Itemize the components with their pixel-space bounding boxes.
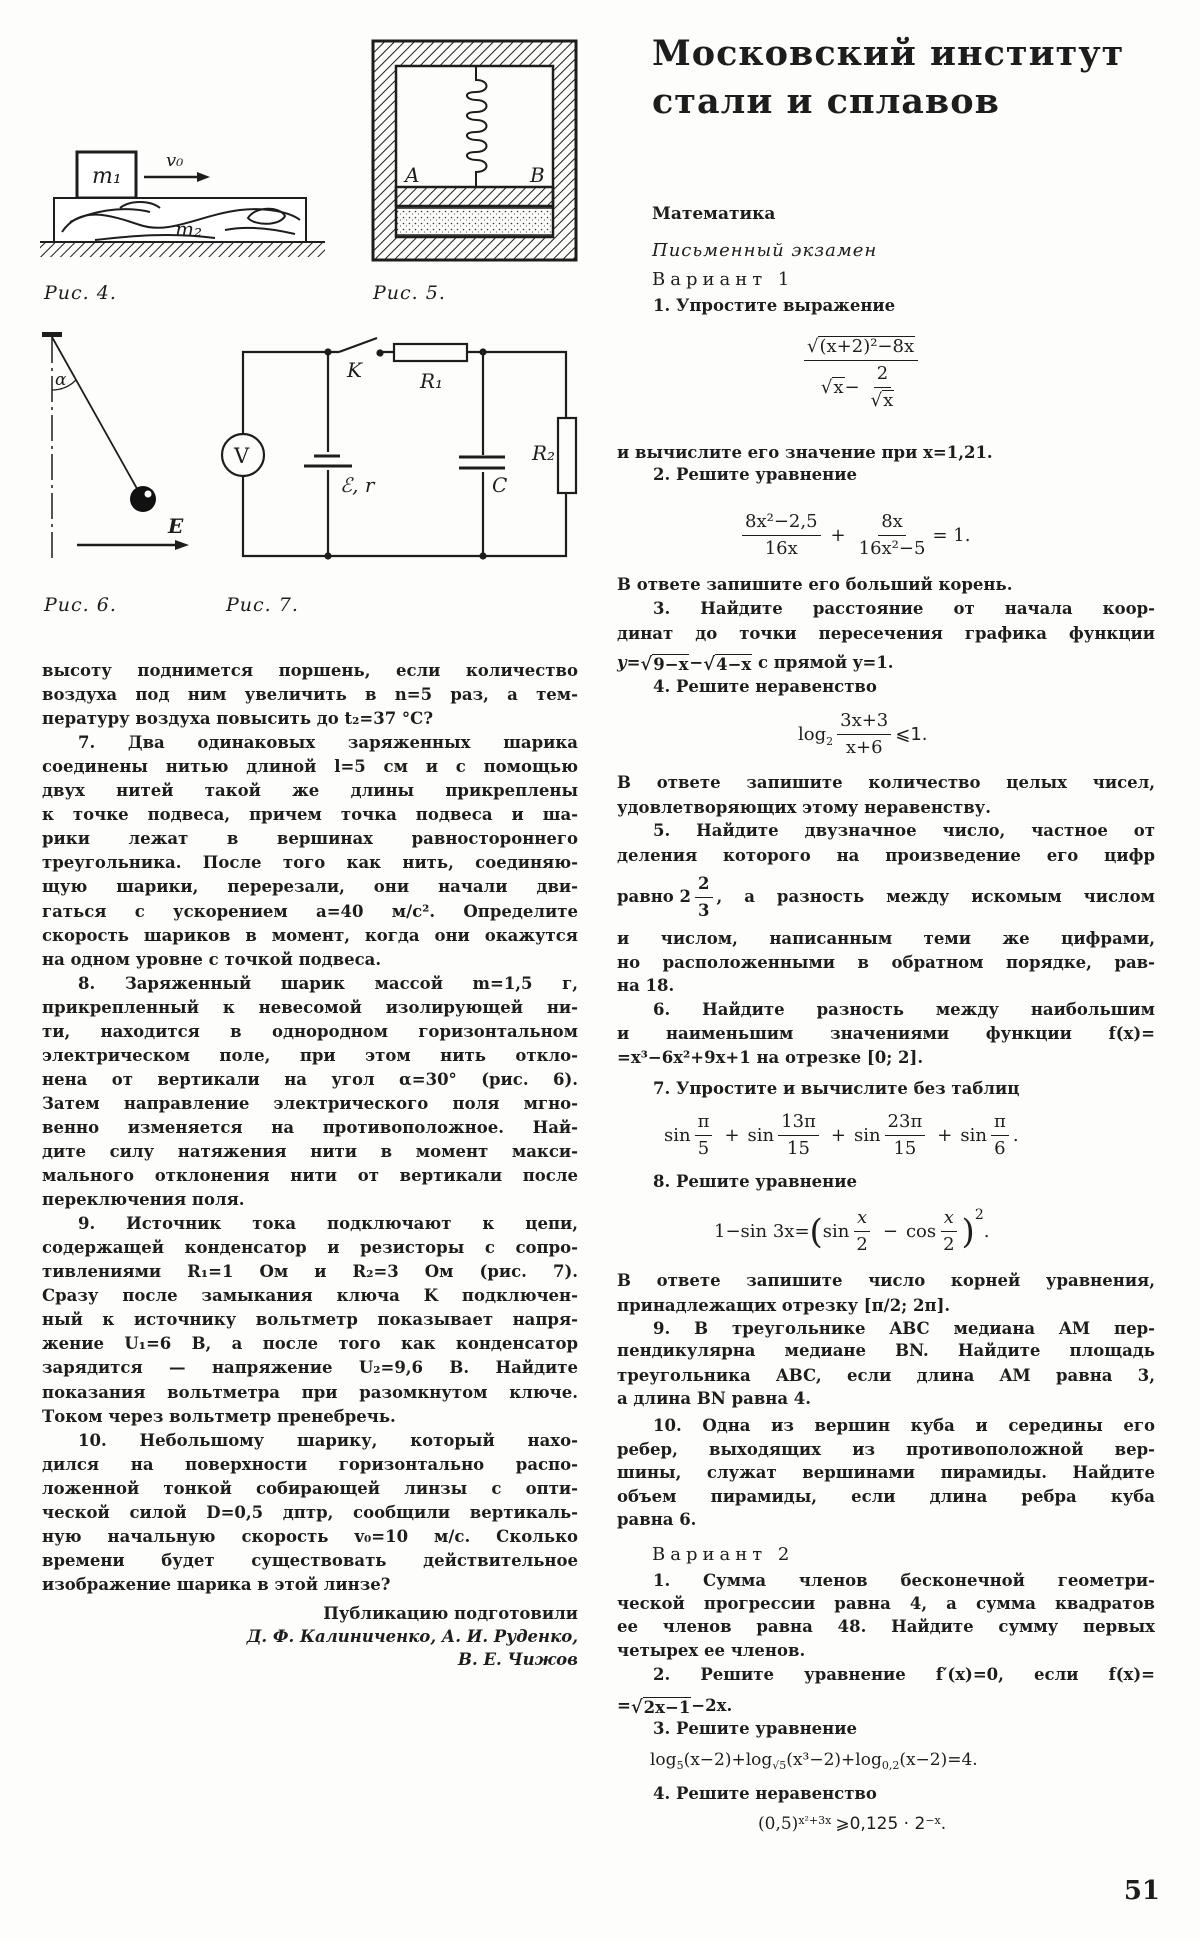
text-line: В ответе запишите его больший корень. bbox=[617, 575, 1013, 594]
label-b: B bbox=[530, 163, 545, 187]
text-line: принадлежащих отрезку [π/2; 2π]. bbox=[617, 1296, 951, 1315]
title-line: Московский институт bbox=[652, 33, 1125, 74]
label-k: K bbox=[347, 358, 362, 382]
exponent: 2 bbox=[974, 1207, 984, 1223]
variant-heading: Вариант 1 bbox=[652, 269, 795, 290]
piston bbox=[396, 187, 553, 206]
text-line: объем пирамиды, если длина ребра куба bbox=[617, 1487, 1155, 1506]
junction bbox=[326, 350, 331, 355]
resistor-r2 bbox=[558, 418, 576, 493]
operator: = bbox=[617, 1696, 631, 1715]
gas-layer bbox=[396, 208, 553, 235]
text-line: но расположенными в обратном порядке, рав- bbox=[617, 953, 1155, 972]
text-line: треугольника ABC, если длина AM равна 3, bbox=[617, 1366, 1155, 1385]
text: с прямой y=1. bbox=[752, 653, 894, 672]
label-m1: m₁ bbox=[92, 164, 122, 189]
formula-9-line: = √ 2x−1 −2x. bbox=[617, 1696, 733, 1718]
label-r1: R₁ bbox=[420, 369, 444, 393]
text-line: В ответе запишите число корней уравнения, bbox=[617, 1271, 1155, 1290]
text-line: на 18. bbox=[617, 976, 675, 995]
switch-contact bbox=[378, 351, 383, 356]
exponent: −x bbox=[925, 1814, 941, 1827]
formula-11 bbox=[758, 1814, 946, 1834]
text-line: двух нитей такой же длины прикреплены bbox=[42, 781, 578, 800]
lhs: y= bbox=[617, 653, 641, 672]
text-line: показания вольтметра при разомкнутом ключе. bbox=[42, 1383, 578, 1402]
text-line: мального отклонения нити от вертикали после bbox=[42, 1166, 578, 1185]
text-line: ную начальную скорость v₀=10 м/с. Сколько bbox=[42, 1527, 578, 1546]
figure-4 bbox=[40, 150, 325, 257]
junction bbox=[481, 554, 486, 559]
text-line: электрическом поле, при этом нить откло- bbox=[42, 1046, 578, 1065]
operator: − bbox=[882, 1221, 898, 1242]
label-m2: m₂ bbox=[175, 217, 202, 241]
text-line: деления которого на произведение его цифр bbox=[617, 846, 1155, 865]
pivot-mount bbox=[42, 332, 62, 337]
text-line: равна 6. bbox=[617, 1510, 697, 1529]
text-line: 2. Решите уравнение bbox=[653, 465, 857, 484]
switch-k bbox=[339, 338, 377, 352]
radicand: 9−x bbox=[653, 655, 689, 674]
operator: − bbox=[844, 376, 860, 398]
formula-2 bbox=[738, 511, 970, 560]
numerator: π bbox=[991, 1111, 1009, 1136]
numerator: x bbox=[941, 1207, 957, 1232]
label-alpha: α bbox=[55, 370, 67, 390]
operator: + bbox=[937, 1125, 953, 1146]
junction bbox=[481, 350, 486, 355]
denominator: 15 bbox=[787, 1138, 810, 1159]
period: . bbox=[1012, 1125, 1019, 1146]
circuit-wires bbox=[243, 352, 566, 556]
text-line: ложенной тонкой собирающей линзы с опти- bbox=[42, 1479, 578, 1498]
text-line: 9. Источник тока подключают к цепи, bbox=[78, 1214, 578, 1233]
label-emf: ℰ, r bbox=[340, 473, 375, 497]
formula-4 bbox=[798, 710, 928, 759]
formula-8 bbox=[714, 1207, 989, 1256]
text-line: гаться с ускорением a=40 м/с². Определите bbox=[42, 902, 578, 921]
text-line: шины, служат вершинами пирамиды. Найдите bbox=[617, 1463, 1155, 1482]
ball-highlight bbox=[145, 491, 152, 498]
exponent: x²+3x bbox=[798, 1814, 832, 1827]
credits-authors: Д. Ф. Калиниченко, А. И. Руденко, bbox=[246, 1627, 578, 1646]
cos: cos bbox=[905, 1221, 937, 1242]
formula-10 bbox=[650, 1747, 978, 1772]
text-line: динат до точки пересечения графика функции bbox=[617, 624, 1155, 643]
period: . bbox=[983, 1221, 990, 1242]
text-line: жение U₁=6 В, а после того как конденсатор bbox=[42, 1334, 578, 1353]
figure-6-caption: Рис. 6. bbox=[44, 594, 117, 616]
text-line: зарядится — напряжение U₂=9,6 В. Найдите bbox=[42, 1358, 578, 1377]
variant-heading: Вариант 2 bbox=[652, 1544, 795, 1565]
text-line: 7. Два одинаковых заряженных шарика bbox=[78, 733, 578, 752]
text: (x−2)=4. bbox=[899, 1749, 978, 1770]
operator: + bbox=[830, 1125, 846, 1146]
thread bbox=[52, 337, 140, 494]
text-line: венно изменяется на противоположное. Най- bbox=[42, 1118, 578, 1137]
period: . bbox=[940, 1814, 947, 1834]
text-line: 10. Одна из вершин куба и середины его bbox=[653, 1416, 1155, 1435]
text: , а разность между искомым числом bbox=[716, 887, 1155, 906]
log-base: 0,2 bbox=[881, 1759, 900, 1772]
text-line: 4. Решите неравенство bbox=[653, 1784, 877, 1803]
log-base: 2 bbox=[826, 735, 834, 748]
text-line: дился на поверхности горизонтально распо- bbox=[42, 1455, 578, 1474]
formula-7 bbox=[664, 1111, 1019, 1160]
denominator: 16x²−5 bbox=[858, 538, 926, 559]
text-line: переключения поля. bbox=[42, 1190, 245, 1209]
sin: sin bbox=[960, 1125, 987, 1146]
numerator: 2 bbox=[874, 363, 891, 388]
numerator: 3x+3 bbox=[837, 710, 891, 735]
text: (x³−2)+log bbox=[786, 1749, 882, 1770]
text-line: соединены нитью длиной l=5 см и с помощью bbox=[42, 757, 578, 776]
figure-6 bbox=[42, 332, 189, 560]
label-c: C bbox=[492, 473, 508, 497]
label-e: E bbox=[168, 514, 184, 538]
sin: sin bbox=[664, 1125, 691, 1146]
text-line: щую шарики, перерезали, они начали дви- bbox=[42, 877, 578, 896]
denominator: 2 bbox=[856, 1234, 868, 1255]
paren: ) bbox=[961, 1211, 975, 1252]
title-line: стали и сплавов bbox=[652, 81, 1000, 122]
operator: + bbox=[830, 525, 846, 546]
text-line: Затем направление электрического поля мгно- bbox=[42, 1094, 578, 1113]
numerator: 23π bbox=[885, 1111, 926, 1136]
text-line: пендикулярна медиане BN. Найдите площадь bbox=[617, 1341, 1155, 1360]
numerator: π bbox=[695, 1111, 713, 1136]
text-line: В ответе запишите количество целых чисел, bbox=[617, 773, 1155, 792]
denominator: x+6 bbox=[845, 737, 883, 758]
rhs: = 1. bbox=[932, 525, 971, 546]
text-line: 3. Найдите расстояние от начала коор- bbox=[653, 599, 1155, 618]
text-line: дите силу натяжения нити в момент макси- bbox=[42, 1142, 578, 1161]
ground-hatch bbox=[40, 243, 325, 257]
text-line: 4. Решите неравенство bbox=[653, 677, 877, 696]
text-line: ный к источнику вольтметр показывает напря- bbox=[42, 1310, 578, 1329]
denominator: 15 bbox=[893, 1138, 917, 1159]
text-line: а длина BN равна 4. bbox=[617, 1389, 812, 1408]
text-line: времени будет существовать действительное bbox=[42, 1551, 578, 1570]
sin: sin bbox=[822, 1221, 850, 1242]
text: log bbox=[650, 1749, 677, 1770]
field-arrowhead bbox=[175, 540, 189, 550]
numerator: 8x bbox=[878, 511, 906, 536]
text-line: ческой силой D=0,5 дптр, сообщили вертикаль- bbox=[42, 1503, 578, 1522]
text-line: высоту поднимется поршень, если количество bbox=[42, 661, 578, 680]
exam-type: Письменный экзамен bbox=[652, 240, 878, 261]
label-voltmeter: V bbox=[234, 444, 250, 468]
text-line: 9. В треугольнике ABC медиана AM пер- bbox=[653, 1319, 1155, 1338]
text: равно 2 bbox=[617, 887, 692, 906]
text-line: 5. Найдите двузначное число, частное от bbox=[653, 821, 1155, 840]
text-line: тивлениями R₁=1 Ом и R₂=3 Ом (рис. 7). bbox=[42, 1262, 578, 1281]
formula-3-line: y= √ 9−x − √ 4−x с прямой y=1. bbox=[617, 653, 894, 675]
text: −2x. bbox=[691, 1696, 733, 1715]
denominator: 5 bbox=[697, 1138, 710, 1159]
junction bbox=[326, 554, 331, 559]
text-line: 2. Решите уравнение f′(x)=0, если f(x)= bbox=[653, 1665, 1155, 1684]
text-line: 7. Упростите и вычислите без таблиц bbox=[653, 1079, 1020, 1098]
text-line: воздуха под ним увеличить в n=5 раз, а тем- bbox=[42, 685, 578, 704]
text-line: 8. Решите уравнение bbox=[653, 1172, 857, 1191]
text-line: изображение шарика в этой линзе? bbox=[42, 1575, 391, 1594]
formula-1: √ (x+2)²−8x √ x − 2 √ x bbox=[800, 336, 922, 412]
page-title bbox=[652, 30, 1124, 126]
text-line: 3. Решите уравнение bbox=[653, 1719, 857, 1738]
text-line: 10. Небольшому шарику, который нахо- bbox=[78, 1431, 578, 1450]
text-line: скорость шариков в момент, когда они окажутся bbox=[42, 926, 578, 945]
text-line: содержащей конденсатор и резисторы с сопро- bbox=[42, 1238, 578, 1257]
denominator: 6 bbox=[994, 1138, 1006, 1159]
operator: + bbox=[724, 1125, 740, 1146]
problem-5-line bbox=[617, 873, 1155, 921]
text-line: 8. Заряженный шарик массой m=1,5 г, bbox=[78, 974, 578, 993]
text-line: Сразу после замыкания ключа K подключен- bbox=[42, 1286, 578, 1305]
text-line: четырех ее членов. bbox=[617, 1641, 806, 1660]
paren: ( bbox=[809, 1211, 823, 1252]
velocity-arrowhead bbox=[197, 172, 210, 182]
text: ⩾0,125 · 2 bbox=[835, 1814, 926, 1834]
text-line: и наименьшим значениями функции f(x)= bbox=[617, 1024, 1155, 1043]
text-line: Током через вольтметр пренебречь. bbox=[42, 1407, 396, 1426]
text-line: пературу воздуха повысить до t₂=37 °C? bbox=[42, 709, 433, 728]
lhs: 1−sin 3x= bbox=[714, 1221, 810, 1242]
operator: − bbox=[689, 653, 704, 672]
numerator: 2 bbox=[695, 873, 712, 898]
numerator: 8x²−2,5 bbox=[742, 511, 821, 536]
section-heading: Математика bbox=[652, 204, 776, 224]
denominator: 16x bbox=[764, 538, 798, 559]
sin: sin bbox=[853, 1125, 881, 1146]
text-line: ребер, выходящих из противоположной вер- bbox=[617, 1440, 1155, 1459]
text-line: и числом, написанным теми же цифрами, bbox=[617, 929, 1155, 948]
rhs: ⩽1. bbox=[895, 724, 928, 745]
radicand: 2x−1 bbox=[643, 1698, 691, 1717]
figure-7 bbox=[222, 338, 576, 559]
figure-5-caption: Рис. 5. bbox=[373, 282, 446, 304]
base: (0,5) bbox=[758, 1814, 799, 1834]
text-line: ческой прогрессии равна 4, а сумма квадратов bbox=[617, 1594, 1155, 1613]
text-line: ее членов равна 48. Найдите сумму первых bbox=[617, 1617, 1155, 1636]
radicand: x bbox=[883, 390, 894, 411]
text-line: к точке подвеса, причем точка подвеса и ша- bbox=[42, 805, 578, 824]
text-line: удовлетворяющих этому неравенству. bbox=[617, 798, 991, 817]
log: log bbox=[798, 724, 827, 745]
radicand: 4−x bbox=[716, 655, 752, 674]
text-line: 6. Найдите разность между наибольшим bbox=[653, 1000, 1155, 1019]
credits-authors: В. Е. Чижов bbox=[458, 1650, 578, 1669]
text-line: треугольника. После того как нить, соединяю- bbox=[42, 853, 578, 872]
text-line: прикрепленный к невесомой изолирующей ни- bbox=[42, 998, 578, 1017]
sin: sin bbox=[747, 1125, 775, 1146]
text-line: 1. Упростите выражение bbox=[653, 296, 896, 315]
text-line: =x³−6x²+9x+1 на отрезке [0; 2]. bbox=[617, 1048, 924, 1067]
page-number: 51 bbox=[1123, 1876, 1160, 1906]
label-r2: R₂ bbox=[532, 441, 556, 465]
text-line: рики лежат в вершинах равностороннего bbox=[42, 829, 578, 848]
log-base: √5 bbox=[772, 1759, 787, 1772]
radicand: (x+2)²−8x bbox=[819, 336, 915, 357]
text-line: и вычислите его значение при x=1,21. bbox=[617, 443, 993, 462]
text: (x−2)+log bbox=[683, 1749, 773, 1770]
text-line: на одном уровне с точкой подвеса. bbox=[42, 950, 382, 969]
text-line: 1. Сумма членов бесконечной геометри- bbox=[653, 1571, 1155, 1590]
resistor-r1 bbox=[394, 344, 467, 361]
text-line: ти, находится в однородном горизонтальном bbox=[42, 1022, 578, 1041]
text-line: нена от вертикали на угол α=30° (рис. 6). bbox=[42, 1070, 578, 1089]
label-v0: v₀ bbox=[166, 150, 184, 171]
log-base: 5 bbox=[676, 1759, 684, 1772]
radicand: x bbox=[833, 377, 844, 398]
denominator: 3 bbox=[698, 900, 710, 920]
charged-ball bbox=[130, 486, 156, 512]
credits-prepared-by: Публикацию подготовили bbox=[323, 1604, 578, 1623]
numerator: x bbox=[854, 1207, 870, 1232]
figure-7-caption: Рис. 7. bbox=[226, 594, 299, 616]
figure-5 bbox=[373, 41, 576, 260]
numerator: 13π bbox=[778, 1111, 819, 1136]
figure-4-caption: Рис. 4. bbox=[44, 282, 117, 304]
denominator: 2 bbox=[943, 1234, 955, 1255]
label-a: A bbox=[405, 163, 420, 187]
